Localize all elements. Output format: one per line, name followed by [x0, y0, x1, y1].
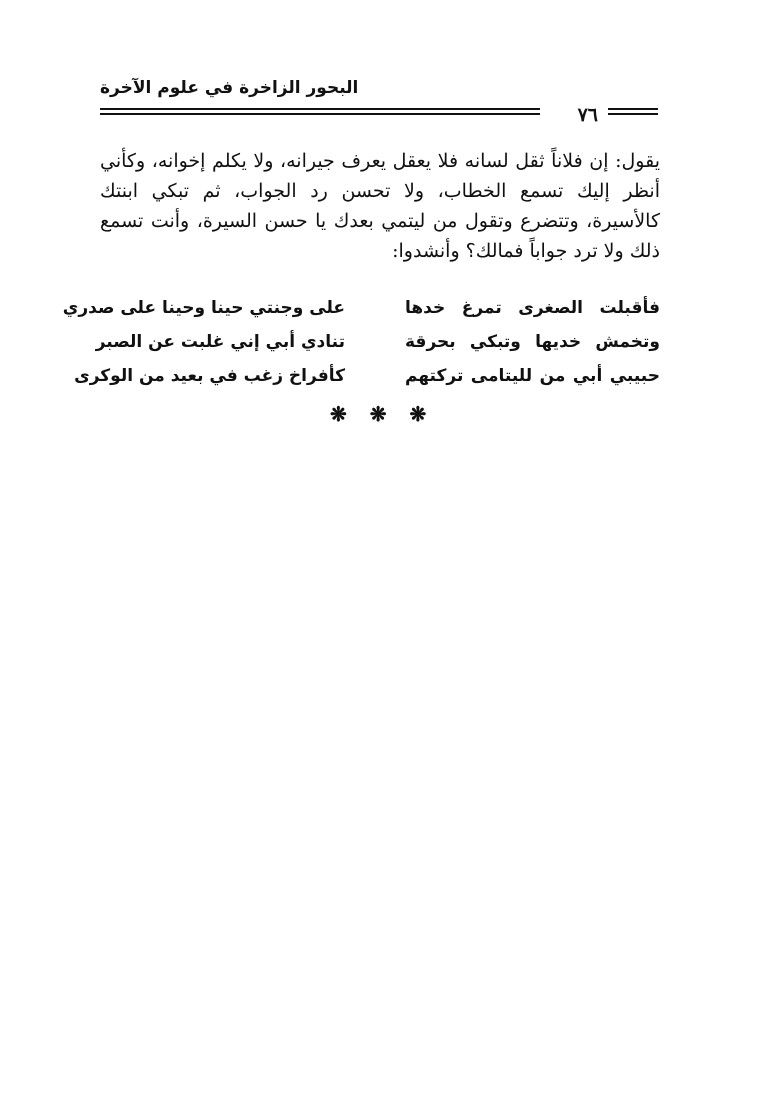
verse-second-hemistich: على وجنتي حينا وحينا على صدري: [62, 298, 345, 318]
poem-verse: [62, 298, 660, 332]
poem-verse: [74, 366, 660, 400]
verse-second-hemistich: كأفراخ زغب في بعيد من الوكرى: [74, 366, 345, 386]
body-paragraph: [100, 146, 660, 266]
body-line: ذلك ولا ترد جواباً فمالك؟ وأنشدوا:: [392, 240, 660, 262]
page-header: [100, 78, 658, 128]
verse-first-hemistich: حبيبي أبي من لليتامى تركتهم: [405, 366, 660, 386]
verse-first-hemistich: فأقبلت الصغرى تمرغ خدها: [405, 298, 660, 318]
header-rule-right: [608, 108, 658, 110]
section-separator: ❋ ❋ ❋: [330, 402, 435, 426]
verse-second-hemistich: تنادي أبي إني غلبت عن الصبر: [95, 332, 345, 352]
body-line: كالأسيرة، وتتضرع وتقول من ليتمي بعدك يا حسن السيرة، وأنت تسمع: [100, 210, 660, 232]
page-number: ٧٦: [577, 104, 598, 126]
verse-first-hemistich: وتخمش خديها وتبكي بحرقة: [405, 332, 660, 352]
body-line: أنظر إليك تسمع الخطاب، ولا تحسن رد الجواب، ثم تبكي ابنتك: [100, 180, 660, 202]
book-title: البحور الزاخرة في علوم الآخرة: [100, 78, 359, 98]
header-rule-left: [100, 108, 540, 110]
poem: [62, 298, 660, 400]
poem-verse: [95, 332, 660, 366]
body-line: يقول: إن فلاناً ثقل لسانه فلا يعقل يعرف جيرانه، ولا يكلم إخوانه، وكأني: [100, 150, 660, 172]
